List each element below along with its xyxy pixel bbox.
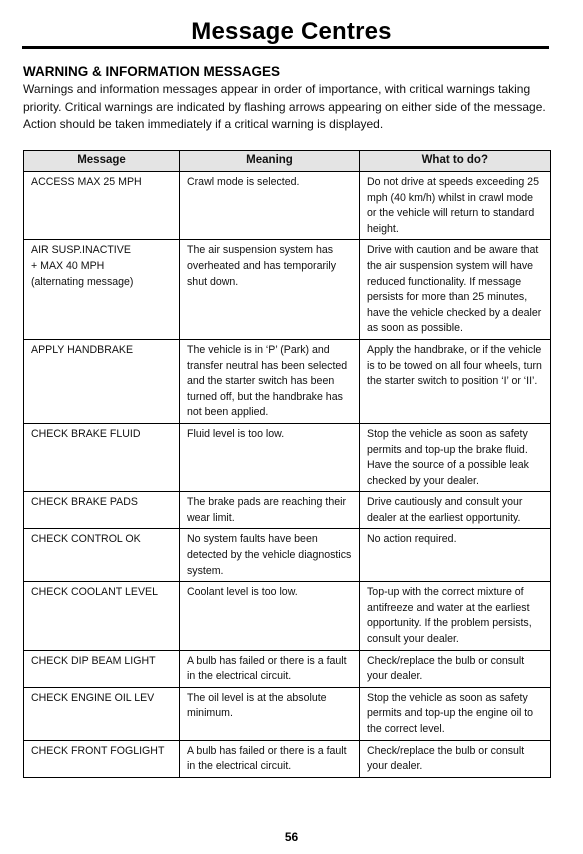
action-cell: Top-up with the correct mixture of antifreeze and water at the earliest opportunity. If the problem persists, consult your dealer. — [360, 582, 551, 650]
table-row — [24, 650, 551, 687]
message-cell: CHECK CONTROL OK — [24, 529, 180, 582]
message-cell: CHECK BRAKE PADS — [24, 492, 180, 529]
column-header-what-to-do: What to do? — [360, 151, 551, 172]
meaning-cell: Fluid level is too low. — [180, 423, 360, 491]
action-cell: Check/replace the bulb or consult your dealer. — [360, 650, 551, 687]
title-rule — [22, 46, 549, 49]
meaning-cell: The vehicle is in ‘P’ (Park) and transfer neutral has been selected and the starter switch has been turned off, but the handbrake has not been applied. — [180, 339, 360, 423]
action-cell: No action required. — [360, 529, 551, 582]
action-cell: Stop the vehicle as soon as safety permits and top-up the brake fluid. Have the source of a possible leak checked by your dealer. — [360, 423, 551, 491]
meaning-cell: A bulb has failed or there is a fault in the electrical circuit. — [180, 740, 360, 777]
column-header-message: Message — [24, 151, 180, 172]
table-row — [24, 740, 551, 777]
page-number: 56 — [284, 830, 299, 844]
table-row — [24, 529, 551, 582]
action-cell: Drive cautiously and consult your dealer at the earliest opportunity. — [360, 492, 551, 529]
meaning-cell: A bulb has failed or there is a fault in the electrical circuit. — [180, 650, 360, 687]
message-cell: CHECK COOLANT LEVEL — [24, 582, 180, 650]
message-table — [23, 150, 551, 778]
meaning-cell: The air suspension system has overheated and has temporarily shut down. — [180, 240, 360, 340]
meaning-cell: No system faults have been detected by the vehicle diagnostics system. — [180, 529, 360, 582]
column-header-meaning: Meaning — [180, 151, 360, 172]
action-cell: Apply the handbrake, or if the vehicle is to be towed on all four wheels, turn the starter switch to position ‘I’ or ‘II’. — [360, 339, 551, 423]
message-cell: CHECK FRONT FOGLIGHT — [24, 740, 180, 777]
section-heading: WARNING & INFORMATION MESSAGES — [23, 64, 281, 79]
table-row — [24, 492, 551, 529]
table-row — [24, 582, 551, 650]
action-cell: Stop the vehicle as soon as safety permits and top-up the engine oil to the correct level. — [360, 687, 551, 740]
table-row — [24, 172, 551, 240]
message-cell: CHECK DIP BEAM LIGHT — [24, 650, 180, 687]
meaning-cell: The oil level is at the absolute minimum. — [180, 687, 360, 740]
message-cell: CHECK BRAKE FLUID — [24, 423, 180, 491]
message-cell: APPLY HANDBRAKE — [24, 339, 180, 423]
message-cell: AIR SUSP.INACTIVE + MAX 40 MPH (alternating message) — [24, 240, 180, 340]
meaning-cell: The brake pads are reaching their wear limit. — [180, 492, 360, 529]
table-row — [24, 423, 551, 491]
table-row — [24, 687, 551, 740]
action-cell: Do not drive at speeds exceeding 25 mph (40 km/h) whilst in crawl mode or the vehicle will return to standard height. — [360, 172, 551, 240]
table-header-row — [24, 151, 551, 172]
intro-paragraph: Warnings and information messages appear in order of importance, with critical warnings taking priority. Critical warnings are indicated by flashing arrows appearing on either side of the message. Action should be taken immediately if a critical warning is displayed. — [23, 82, 546, 131]
message-cell: CHECK ENGINE OIL LEV — [24, 687, 180, 740]
meaning-cell: Coolant level is too low. — [180, 582, 360, 650]
action-cell: Drive with caution and be aware that the air suspension system will have reduced functionality. If message persists for more than 25 minutes, have the vehicle checked by a dealer as soon as possible. — [360, 240, 551, 340]
message-cell: ACCESS MAX 25 MPH — [24, 172, 180, 240]
table-row — [24, 339, 551, 423]
meaning-cell: Crawl mode is selected. — [180, 172, 360, 240]
page-title: Message Centres — [191, 18, 392, 45]
table-row — [24, 240, 551, 340]
action-cell: Check/replace the bulb or consult your dealer. — [360, 740, 551, 777]
